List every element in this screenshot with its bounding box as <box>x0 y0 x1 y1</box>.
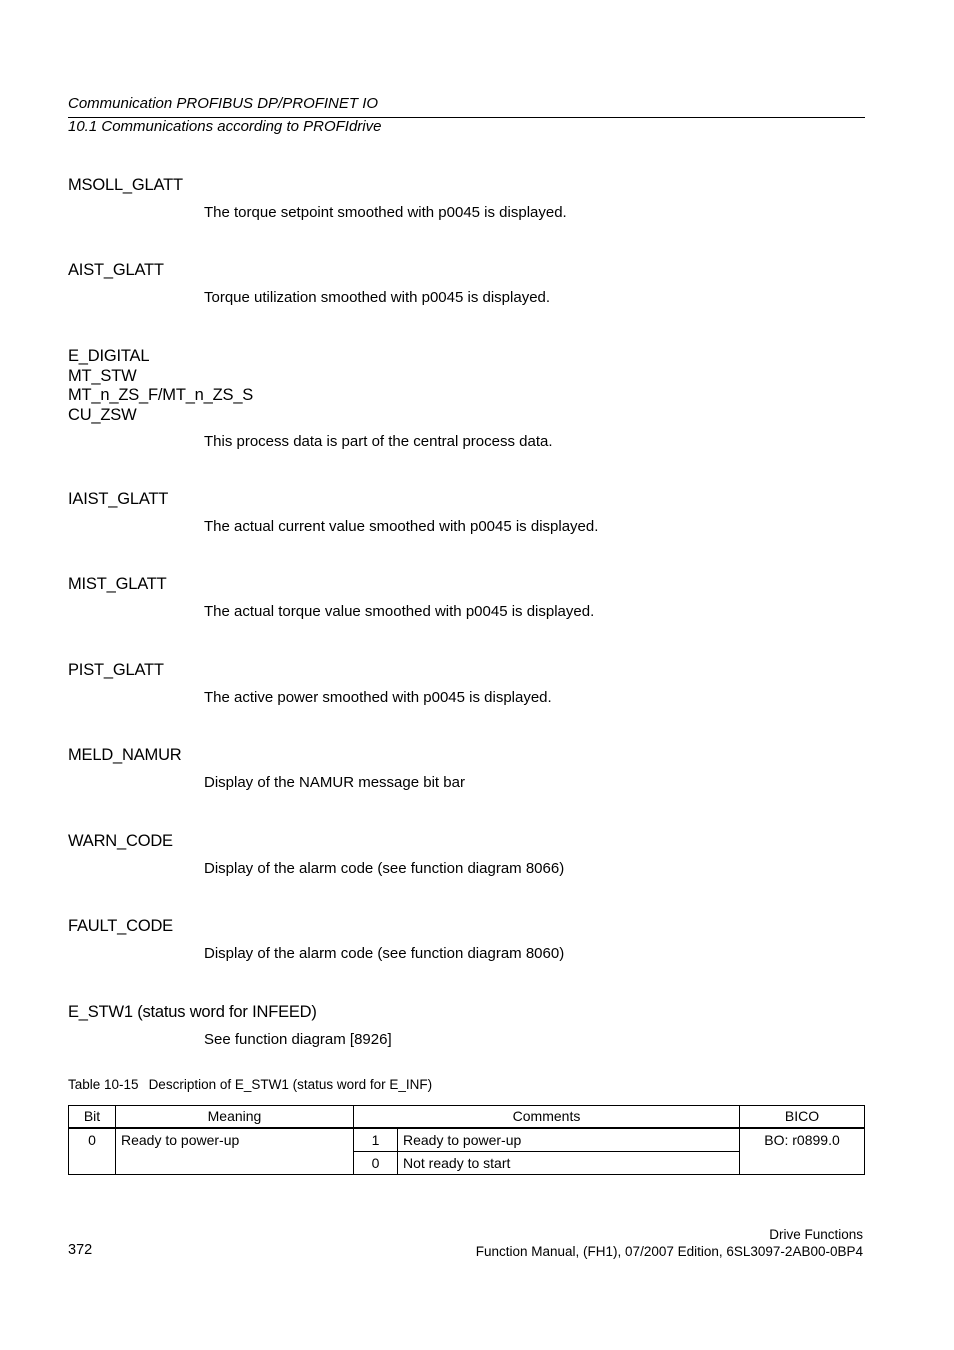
section-title-line: CU_ZSW <box>68 405 137 424</box>
e-stw1-table <box>68 1105 865 1175</box>
running-header-chapter: Communication PROFIBUS DP/PROFINET IO <box>68 95 379 112</box>
section-pist-glatt <box>68 661 865 706</box>
section-iaist-glatt <box>68 490 865 535</box>
cell-bico: BO: r0899.0 <box>740 1128 865 1175</box>
header-comments: Comments <box>354 1106 740 1129</box>
table-row <box>69 1128 865 1152</box>
section-title-line: E_DIGITAL <box>68 347 150 365</box>
section-fault-code <box>68 917 865 962</box>
section-title: MIST_GLATT <box>68 575 167 593</box>
footer-manual: Function Manual, (FH1), 07/2007 Edition, 6SL3097-2AB00-0BP4 <box>475 1244 863 1259</box>
table-caption <box>68 1077 432 1093</box>
section-title: MELD_NAMUR <box>68 746 182 764</box>
section-central-process-data <box>68 347 865 450</box>
section-description: See function diagram [8926] <box>204 1031 392 1048</box>
header-meaning: Meaning <box>116 1106 354 1129</box>
footer-title: Drive Functions <box>769 1227 863 1242</box>
section-aist-glatt <box>68 261 865 306</box>
header-bico: BICO <box>740 1106 865 1129</box>
section-description: This process data is part of the central process data. <box>204 433 553 450</box>
section-description: The torque setpoint smoothed with p0045 is displayed. <box>204 204 567 221</box>
table-caption-number: Table 10-15 <box>68 1077 139 1092</box>
section-title: IAIST_GLATT <box>68 490 169 508</box>
cell-meaning: Ready to power-up <box>116 1128 354 1175</box>
section-description: Display of the NAMUR message bit bar <box>204 774 465 791</box>
section-warn-code <box>68 832 865 877</box>
section-msoll-glatt <box>68 176 865 221</box>
header-bit: Bit <box>69 1106 116 1129</box>
cell-comment-value: 1 <box>354 1128 398 1152</box>
page-number: 372 <box>68 1242 93 1258</box>
section-title-line: MT_n_ZS_F/MT_n_ZS_S <box>68 386 254 404</box>
cell-comment-text: Not ready to start <box>398 1152 740 1175</box>
section-description: Display of the alarm code (see function diagram 8060) <box>204 945 565 962</box>
section-mist-glatt <box>68 575 865 620</box>
section-title: AIST_GLATT <box>68 261 164 279</box>
section-title: PIST_GLATT <box>68 661 164 679</box>
section-description: The active power smoothed with p0045 is displayed. <box>204 689 552 706</box>
section-title: MSOLL_GLATT <box>68 176 183 194</box>
section-meld-namur <box>68 746 865 791</box>
table-caption-text: Description of E_STW1 (status word for E_INF) <box>148 1077 433 1092</box>
running-header-section: 10.1 Communications according to PROFIdrive <box>68 118 382 135</box>
section-description: The actual current value smoothed with p0045 is displayed. <box>204 518 599 535</box>
section-title: WARN_CODE <box>68 832 173 850</box>
section-description: Display of the alarm code (see function diagram 8066) <box>204 860 565 877</box>
section-title: E_STW1 (status word for INFEED) <box>68 1003 317 1021</box>
section-description: Torque utilization smoothed with p0045 is displayed. <box>204 289 551 306</box>
section-e-stw1 <box>68 1003 865 1048</box>
section-title: FAULT_CODE <box>68 917 173 935</box>
section-title-line: MT_STW <box>68 366 137 385</box>
table-header-row <box>69 1106 865 1129</box>
cell-comment-text: Ready to power-up <box>398 1128 740 1152</box>
cell-bit: 0 <box>69 1128 116 1175</box>
cell-comment-value: 0 <box>354 1152 398 1175</box>
section-description: The actual torque value smoothed with p0045 is displayed. <box>204 603 595 620</box>
